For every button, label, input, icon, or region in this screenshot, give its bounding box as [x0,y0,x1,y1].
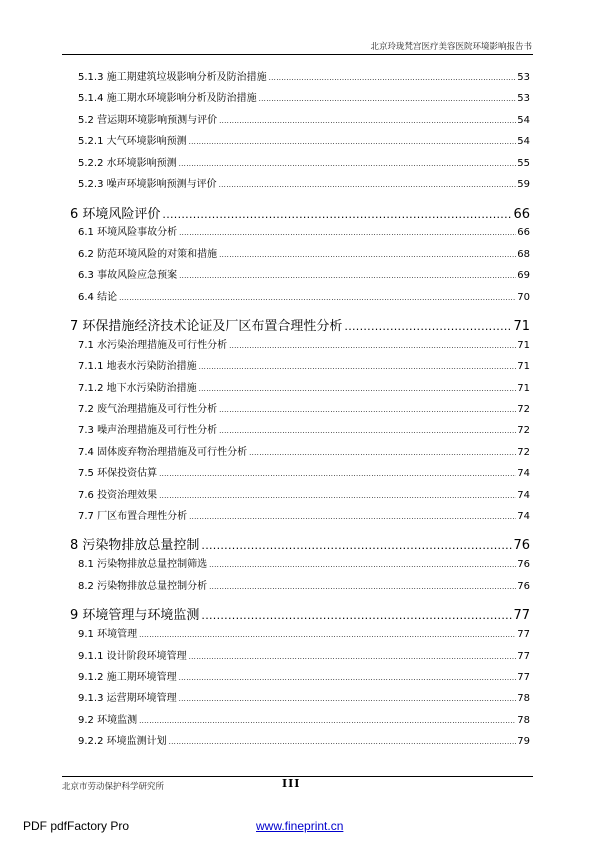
toc-entry-title: 7.2 废气治理措施及可行性分析 [78,404,218,416]
toc-dot-leader [179,674,517,682]
toc-section-entry[interactable] [70,154,530,175]
toc-entry-title: 6.2 防范环境风险的对策和措施 [78,248,218,260]
toc-entry-page: 71 [513,318,530,334]
toc-dot-leader [229,342,516,350]
toc-dot-leader [179,272,516,280]
toc-entry-page: 54 [517,136,530,148]
toc-entry-page: 59 [517,178,530,190]
toc-entry-title: 7.7 厂区布置合理性分析 [78,511,188,523]
toc-entry-page: 78 [517,714,530,726]
toc-section-entry[interactable] [70,732,530,753]
toc-section-entry[interactable] [70,507,530,528]
page-number: III [282,777,301,790]
toc-entry-page: 71 [517,382,530,394]
toc-entry-page: 66 [513,207,530,223]
toc-dot-leader [219,117,516,125]
toc-section-entry[interactable] [70,668,530,689]
toc-section-entry[interactable] [70,486,530,507]
toc-entry-page: 54 [517,114,530,126]
toc-entry-page: 72 [517,404,530,416]
toc-dot-leader [189,513,516,521]
toc-section-entry[interactable] [70,111,530,132]
toc-dot-leader [189,653,517,661]
toc-entry-page: 77 [517,650,530,662]
toc-section-entry[interactable] [70,555,530,576]
toc-section-entry[interactable] [70,266,530,287]
toc-section-entry[interactable] [70,421,530,442]
toc-dot-leader [344,320,512,333]
toc-entry-title: 8.2 污染物排放总量控制分析 [78,580,208,592]
toc-entry-page: 72 [517,425,530,437]
toc-entry-title: 8.1 污染物排放总量控制筛选 [78,559,208,571]
toc-entry-page: 74 [517,511,530,523]
header-rule [62,54,533,55]
toc-entry-page: 69 [517,270,530,282]
toc-dot-leader [209,561,516,569]
toc-section-entry[interactable] [70,245,530,266]
toc-entry-page: 53 [517,72,530,83]
toc-entry-title: 7.1 水污染治理措施及可行性分析 [78,339,228,351]
toc-section-entry[interactable] [70,68,530,89]
toc-dot-leader [219,406,516,414]
toc-dot-leader [119,294,516,302]
toc-dot-leader [199,385,517,393]
toc-entry-title: 9.1.2 施工期环境管理 [78,671,177,683]
toc-entry-page: 76 [517,559,530,571]
toc-entry-title: 6.1 环境风险事故分析 [78,227,178,239]
toc-dot-leader [139,631,516,639]
toc-entry-page: 55 [517,157,530,169]
toc-entry-title: 6.4 结论 [78,291,118,303]
toc-entry-title: 8 污染物排放总量控制 [70,538,200,554]
toc-dot-leader [189,138,517,146]
toc-entry-title: 9.2.2 环境监测计划 [78,736,167,748]
toc-entry-title: 9.2 环境监测 [78,714,138,726]
toc-dot-leader [209,583,516,591]
toc-section-entry[interactable] [70,223,530,244]
pdf-producer-label: PDF pdfFactory Pro [23,819,130,833]
toc-entry-title: 9 环境管理与环境监测 [70,608,200,624]
toc-dot-leader [169,738,517,746]
toc-entry-title: 5.2.2 水环境影响预测 [78,157,177,169]
toc-entry-page: 68 [517,248,530,260]
toc-entry-page: 72 [517,446,530,458]
toc-chapter-entry[interactable] [70,528,530,555]
toc-entry-title: 9.1.1 设计阶段环境管理 [78,650,187,662]
toc-section-entry[interactable] [70,400,530,421]
toc-entry-page: 71 [517,361,530,373]
toc-entry-title: 5.2.1 大气环境影响预测 [78,136,187,148]
toc-dot-leader [201,609,512,622]
toc-entry-page: 76 [513,538,530,554]
toc-chapter-entry[interactable] [70,196,530,223]
toc-section-entry[interactable] [70,711,530,732]
table-of-contents [70,68,530,754]
toc-entry-title: 5.2.3 噪声环境影响预测与评价 [78,178,217,190]
fineprint-link[interactable]: www.fineprint.cn [256,819,344,833]
toc-entry-page: 74 [517,468,530,480]
toc-dot-leader [249,449,516,457]
toc-section-entry[interactable] [70,443,530,464]
toc-entry-page: 79 [517,736,530,748]
toc-section-entry[interactable] [70,577,530,598]
toc-section-entry[interactable] [70,357,530,378]
toc-entry-title: 7.1.1 地表水污染防治措施 [78,361,197,373]
toc-dot-leader [162,208,512,221]
toc-section-entry[interactable] [70,288,530,309]
toc-entry-title: 9.1.3 运营期环境管理 [78,693,177,705]
toc-entry-page: 76 [517,580,530,592]
toc-section-entry[interactable] [70,336,530,357]
toc-dot-leader [201,539,512,552]
toc-entry-title: 7.5 环保投资估算 [78,468,158,480]
toc-dot-leader [159,470,516,478]
toc-entry-title: 6.3 事故风险应急预案 [78,270,178,282]
toc-chapter-entry[interactable] [70,309,530,336]
toc-entry-page: 78 [517,693,530,705]
toc-entry-title: 7.6 投资治理效果 [78,489,158,501]
toc-entry-title: 5.1.4 施工期水环境影响分析及防治措施 [78,93,257,105]
toc-dot-leader [199,363,517,371]
toc-dot-leader [269,74,517,82]
toc-section-entry[interactable] [70,689,530,710]
toc-section-entry[interactable] [70,379,530,400]
toc-section-entry[interactable] [70,464,530,485]
toc-entry-page: 71 [517,339,530,351]
toc-entry-page: 77 [517,671,530,683]
toc-dot-leader [179,229,516,237]
toc-entry-page: 53 [517,93,530,105]
toc-entry-title: 5.2 营运期环境影响预测与评价 [78,114,218,126]
toc-entry-title: 7 环保措施经济技术论证及厂区布置合理性分析 [70,318,343,334]
toc-dot-leader [219,427,516,435]
toc-entry-title: 7.1.2 地下水污染防治措施 [78,382,197,394]
toc-dot-leader [139,717,516,725]
page-header-title: 北京玲珑梵宫医疗美容医院环境影响报告书 [370,42,532,52]
toc-entry-page: 66 [517,227,530,239]
toc-entry-title: 5.1.3 施工期建筑垃圾影响分析及防治措施 [78,72,267,83]
toc-entry-page: 74 [517,489,530,501]
toc-section-entry[interactable] [70,647,530,668]
toc-dot-leader [219,181,517,189]
toc-section-entry[interactable] [70,175,530,196]
toc-dot-leader [259,95,517,103]
toc-entry-title: 7.3 噪声治理措施及可行性分析 [78,425,218,437]
toc-entry-title: 7.4 固体废弃物治理措施及可行性分析 [78,446,248,458]
toc-section-entry[interactable] [70,89,530,110]
toc-dot-leader [159,492,516,500]
toc-entry-page: 77 [513,608,530,624]
toc-dot-leader [179,160,517,168]
toc-entry-page: 77 [517,629,530,641]
toc-section-entry[interactable] [70,625,530,646]
footer-organization: 北京市劳动保护科学研究所 [62,782,165,792]
toc-section-entry[interactable] [70,132,530,153]
toc-chapter-entry[interactable] [70,598,530,625]
toc-entry-title: 9.1 环境管理 [78,629,138,641]
toc-dot-leader [179,695,517,703]
toc-entry-title: 6 环境风险评价 [70,207,161,223]
toc-entry-page: 70 [517,291,530,303]
toc-dot-leader [219,251,516,259]
